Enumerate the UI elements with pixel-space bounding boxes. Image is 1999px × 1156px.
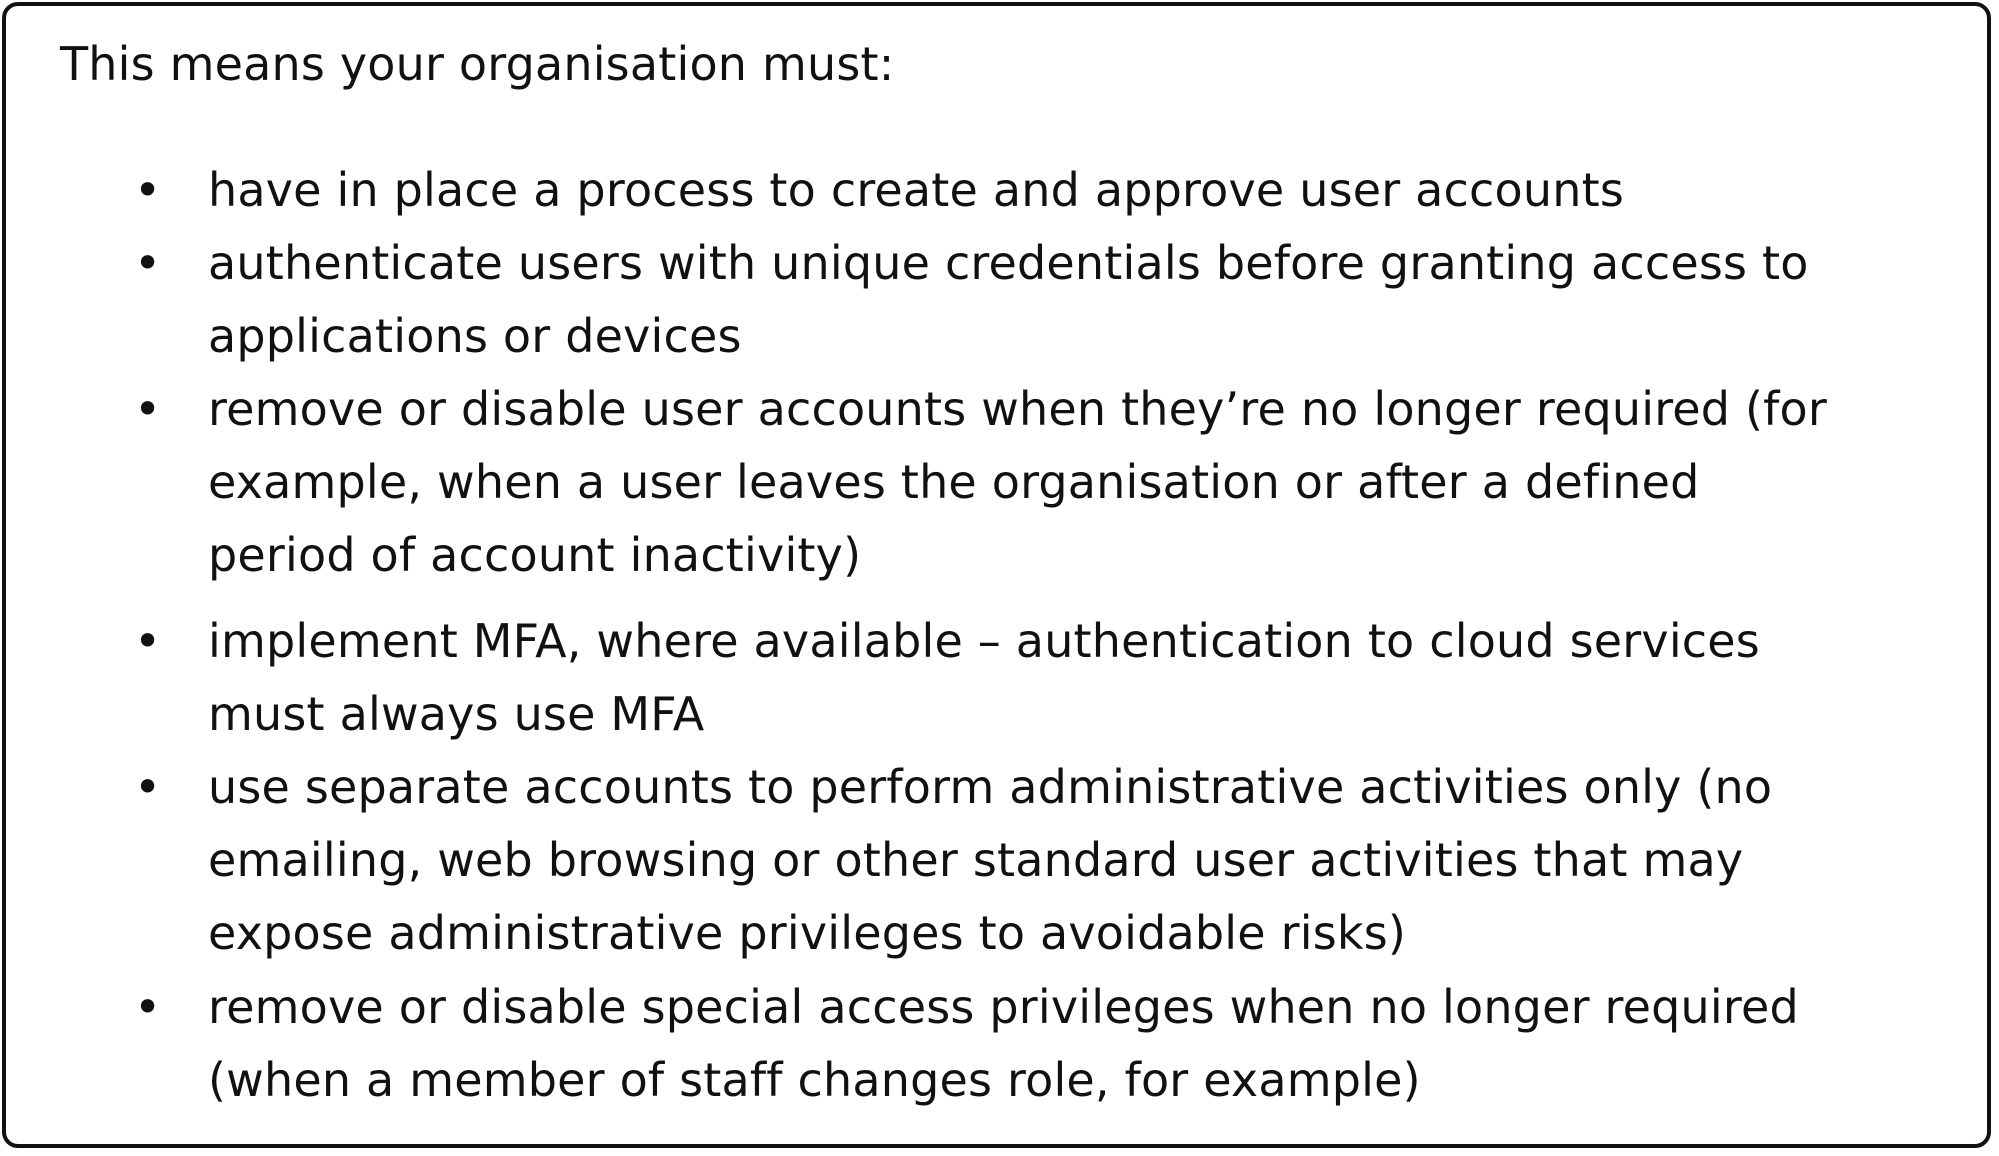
- bullet-icon: •: [134, 980, 162, 1034]
- bullet-icon: •: [134, 236, 162, 290]
- requirements-list: [6, 6, 1987, 1144]
- list-item-text: have in place a process to create and approve user accounts: [208, 163, 1624, 217]
- list-item-text: use separate accounts to perform administrative activities only (no emailing, web browsing or other standard user activities that may expose administrative privileges to avoidable risks): [208, 760, 1773, 960]
- intro-text: This means your organisation must:: [60, 37, 895, 91]
- list-item-text: implement MFA, where available – authentication to cloud services must always use MFA: [208, 614, 1760, 741]
- list-item-text: authenticate users with unique credentials before granting access to applications or devices: [208, 236, 1809, 363]
- document-frame: [2, 2, 1991, 1148]
- bullet-icon: •: [134, 382, 162, 436]
- bullet-icon: •: [134, 614, 162, 668]
- list-item-text: remove or disable user accounts when they’re no longer required (for example, when a user leaves the organisation or after a defined period of account inactivity): [208, 382, 1828, 582]
- list-item-text: remove or disable special access privileges when no longer required (when a member of staff changes role, for example): [208, 980, 1799, 1107]
- bullet-icon: •: [134, 163, 162, 217]
- bullet-icon: •: [134, 760, 162, 814]
